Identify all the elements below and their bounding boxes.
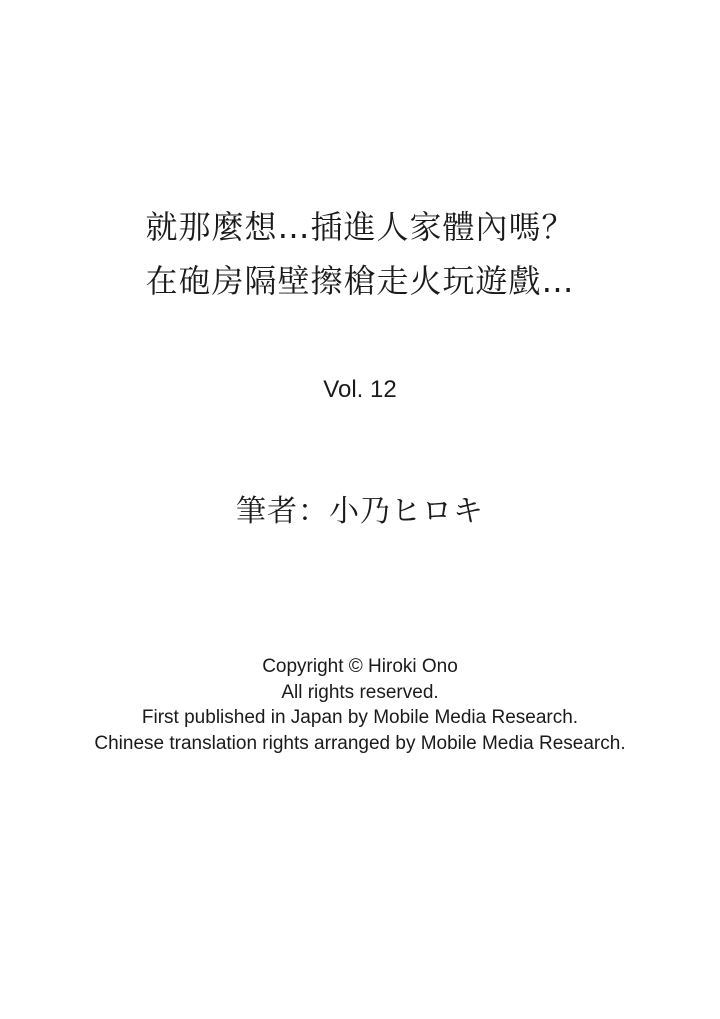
volume-label: Vol. 12: [323, 376, 397, 403]
title-line-1: 就那麼想…插進人家體內嗎？: [145, 208, 575, 246]
first-published-line: First published in Japan by Mobile Media Research.: [141, 707, 579, 728]
title-line-2: 在砲房隔壁擦槍走火玩遊戲…: [145, 262, 575, 300]
title-block: [0, 200, 720, 308]
copyright-block: [0, 654, 720, 756]
rights-reserved-line: All rights reserved.: [281, 681, 439, 703]
copyright-line: Copyright © Hiroki Ono: [262, 656, 458, 677]
author-credit: 筆者：小乃ヒロキ: [236, 494, 484, 529]
translation-rights-line: Chinese translation rights arranged by Mobile Media Research.: [94, 732, 626, 754]
